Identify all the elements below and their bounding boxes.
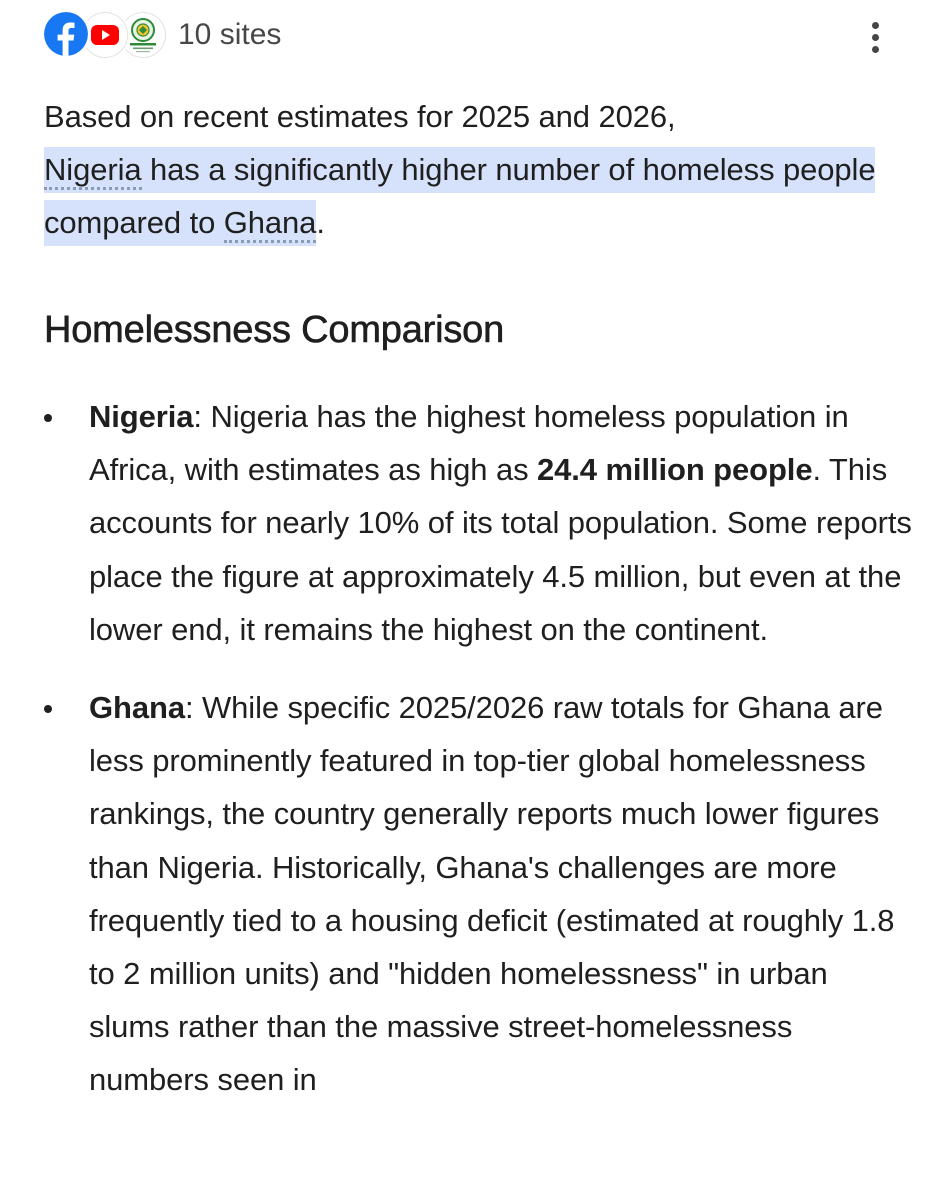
bullet-separator: : [184,690,202,726]
intro-end: . [316,205,325,240]
more-dot [872,34,879,41]
list-item-nigeria [44,390,914,656]
entity-link-nigeria[interactable]: Nigeria [44,152,142,190]
section-heading: Homelessness Comparison [44,309,505,351]
more-options-button[interactable] [860,14,890,54]
bullet-term: Nigeria [89,399,194,434]
comparison-list [44,390,914,1132]
bullet-figure: 24.4 million people [537,452,813,488]
entity-link-ghana[interactable]: Ghana [224,205,317,243]
bullet-text: Nigeria has the highest homeless population in Africa, with estimates as high as [89,399,849,488]
bullet-separator: : [193,399,211,434]
bullet-text-continued: . This accounts for nearly 10% of its total population. Some reports place the figure at approximately 4.5 million, but even at the lower end, it remains the highest on the continent. [89,452,912,647]
highlighted-claim[interactable] [44,147,875,246]
ai-answer [44,90,914,1098]
bullet-text: While specific 2025/2026 raw totals for Ghana are less prominently featured in top-tier global homelessness rankings, the country generally reports much lower figures than Nigeria. Historically, Ghana's challenges are more frequently tied to a housing deficit (estimated at roughly 1.8 to 2 million units) and "hidden homelessness" in urban slums rather than the massive street-homelessness numbers seen in [89,690,895,1098]
sources-count[interactable]: 10 sites [178,18,282,51]
facebook-icon [44,12,88,56]
list-item-ghana [44,681,914,1107]
claim-text: has a significantly higher number of homeless people compared to [44,152,876,240]
more-dot [872,22,879,29]
source-favicons[interactable] [44,10,164,60]
bullet-term: Ghana [89,690,185,726]
bullet-dot [44,705,52,713]
bullet-dot [44,414,52,422]
intro-lead-text: Based on recent estimates for 2025 and 2026, [44,99,676,134]
sources-bar[interactable] [44,10,904,60]
more-dot [872,46,879,53]
answer-intro [44,90,914,249]
youtube-icon [82,12,128,58]
